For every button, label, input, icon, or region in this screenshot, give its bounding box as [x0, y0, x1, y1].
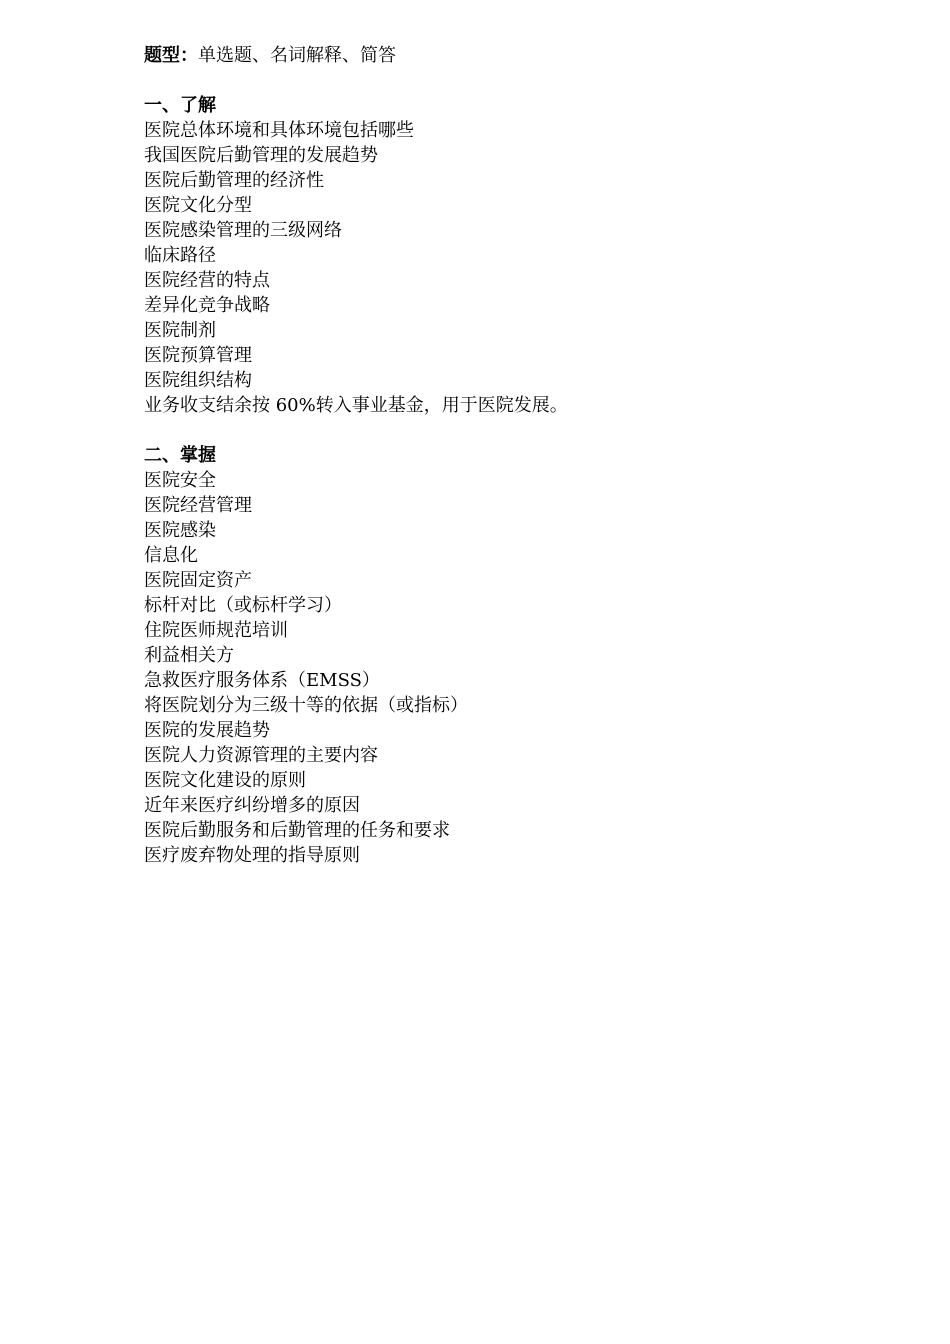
list-item: 医院的发展趋势: [144, 720, 270, 741]
question-types-value: 单选题、名词解释、简答: [198, 45, 396, 66]
list-item: 医院感染管理的三级网络: [144, 220, 342, 241]
list-item: 医院文化建设的原则: [144, 770, 306, 791]
list-item: 医院安全: [144, 470, 216, 491]
list-item: 医院后勤管理的经济性: [144, 170, 324, 191]
list-item: 医院后勤服务和后勤管理的任务和要求: [144, 820, 450, 841]
question-types-line: [144, 43, 844, 68]
list-item: 医院人力资源管理的主要内容: [144, 745, 378, 766]
list-item: 医院总体环境和具体环境包括哪些: [144, 120, 414, 141]
section-title-understand: 一、了解: [144, 95, 216, 116]
section-items-master: [144, 468, 844, 868]
list-item: 医院预算管理: [144, 345, 252, 366]
list-item: 信息化: [144, 545, 198, 566]
list-item: 近年来医疗纠纷增多的原因: [144, 795, 360, 816]
list-item: 住院医师规范培训: [144, 620, 288, 641]
list-item: 医院文化分型: [144, 195, 252, 216]
document-page: [144, 43, 844, 868]
list-item: 业务收支结余按 60%转入事业基金，用于医院发展。: [144, 395, 568, 416]
question-types-label: 题型：: [144, 45, 198, 66]
list-item: 差异化竞争战略: [144, 295, 270, 316]
list-item: 医院感染: [144, 520, 216, 541]
spacer: [144, 418, 844, 443]
list-item: 医疗废弃物处理的指导原则: [144, 845, 360, 866]
spacer: [144, 68, 844, 93]
list-item: 医院经营的特点: [144, 270, 270, 291]
list-item: 利益相关方: [144, 645, 234, 666]
list-item: 医院组织结构: [144, 370, 252, 391]
list-item: 临床路径: [144, 245, 216, 266]
list-item: 将医院划分为三级十等的依据（或指标）: [144, 695, 468, 716]
list-item: 医院制剂: [144, 320, 216, 341]
list-item: 标杆对比（或标杆学习）: [144, 595, 342, 616]
list-item: 医院固定资产: [144, 570, 252, 591]
section-understand: [144, 93, 844, 418]
section-items-understand: [144, 118, 844, 418]
list-item: 急救医疗服务体系（EMSS）: [144, 670, 380, 691]
list-item: 我国医院后勤管理的发展趋势: [144, 145, 378, 166]
list-item: 医院经营管理: [144, 495, 252, 516]
section-master: [144, 443, 844, 868]
section-title-master: 二、掌握: [144, 445, 216, 466]
